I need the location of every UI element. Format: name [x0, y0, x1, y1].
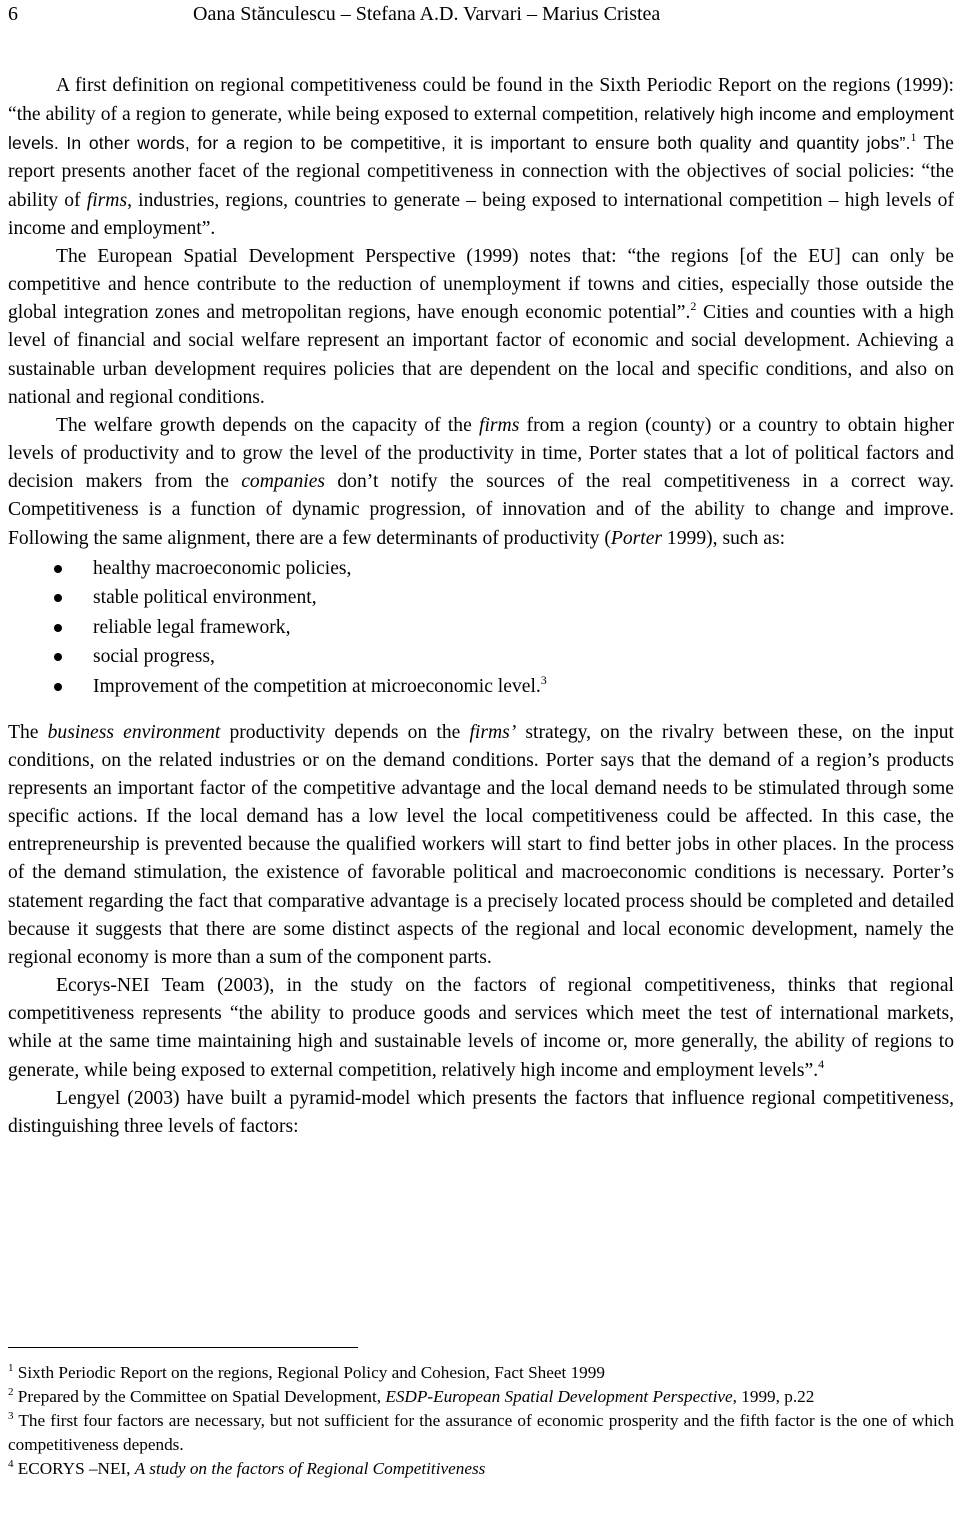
footnote-text: ECORYS –NEI, [13, 1459, 135, 1478]
footnote-1 [8, 1361, 954, 1385]
p4-text-c: strategy, on the rivalry between these, on the input conditions, on the related industries or on the demand conditions. Porter says that the demand of a region’s products represents an important factor of the competitive advantage and the local demand needs to be stimulated through some specific actions. If the local demand has a low level the local competitiveness could be affected. In this case, the entrepreneurship is prevented because the qualified workers will start to find better jobs in other places. In the process of the demand stimulation, the existence of favorable political and macroeconomic conditions is necessary. Porter’s statement regarding the fact that comparative advantage is a precisely located process should be completed and detailed because it suggests that there are some distinct aspects of the regional and local economic development, namely the regional economy is more than a sum of the component parts. [8, 721, 954, 968]
footnote-ref-1: 1 [910, 130, 917, 145]
p1-text-c: The report presents another facet of the regional competitiveness in connection with the objectives of social policies: “the ability of [8, 133, 954, 211]
p3-text-c: don’t notify the sources of the real competitiveness in a correct way. Competitiveness is a function of dynamic progression, of innovation and of the ability to change and improve. Following the same alignment, there are a few determinants of productivity ( [8, 471, 954, 549]
paragraph-5 [8, 972, 954, 1085]
footnote-ref-3: 3 [540, 673, 547, 688]
footnote-number: 1 [8, 1362, 14, 1374]
footnote-text: Sixth Periodic Report on the regions, Regional Policy and Cohesion, Fact Sheet 1999 [13, 1363, 605, 1382]
bullet-icon [54, 565, 62, 573]
paragraph-4 [8, 719, 954, 972]
footnote-number: 2 [8, 1386, 14, 1398]
paragraph-1 [8, 72, 954, 243]
p3-italic-firms: firms [479, 414, 520, 436]
paragraph-6 [8, 1085, 954, 1141]
p1-text-a: A first definition on regional competitiveness could be found in the Sixth Periodic Report on the regions (1999): “the ability of a region to generate, while being exposed to external com [8, 75, 954, 126]
list-item [8, 613, 954, 643]
p3-italic-companies: companies [241, 471, 326, 493]
bullet-icon [54, 683, 62, 691]
header-authors: Oana Stănculescu – Stefana A.D. Varvari – Marius Cristea [193, 3, 661, 25]
list-item-text: healthy macroeconomic policies, [93, 557, 352, 579]
p3-text-a: The welfare growth depends on the capacity of the [56, 414, 480, 436]
page-number: 6 [8, 3, 18, 25]
footnote-number: 4 [8, 1458, 14, 1470]
body-text [8, 72, 954, 1141]
running-header [8, 0, 954, 31]
list-item [8, 672, 954, 702]
p3-text-d: 1999), such as: [662, 527, 786, 549]
p2-text-a: The European Spatial Development Perspective (1999) notes that: “the regions [of the EU] can only be competitive and hence contribute to the reduction of unemployment if towns and cities, especially those outside the global integration zones and metropolitan regions, have enough economic potential”. [8, 245, 954, 324]
list-item-text: reliable legal framework, [93, 616, 291, 638]
footnote-4 [8, 1457, 954, 1481]
p2-text-b: Cities and counties with a high level of financial and social welfare represent an important factor of economic and social development. Achieving a sustainable urban development requires policies that are dependent on the local and specific conditions, and also on national and regional conditions. [8, 302, 954, 408]
footnote-2 [8, 1385, 954, 1409]
footnote-3 [8, 1409, 954, 1457]
p3-italic-porter: Porter [610, 527, 663, 549]
footnotes [8, 1361, 954, 1481]
page [8, 0, 954, 1141]
p4-text-b: productivity depends on the [220, 721, 470, 743]
footnote-text: , 1999, p.22 [732, 1387, 815, 1406]
footnote-text: Prepared by the Committee on Spatial Development, [13, 1387, 386, 1406]
p1-text-b: petition, relatively high income and employment levels. In other words, for a region to be competitive, it is important to ensure both quality and quantity jobs”. [8, 104, 954, 154]
list-item [8, 583, 954, 613]
paragraph-3 [8, 412, 954, 553]
p4-italic-business-environment: business environment [47, 721, 221, 743]
p4-italic-firms: firms’ [469, 721, 517, 743]
footnote-number: 3 [8, 1410, 14, 1422]
bullet-icon [54, 624, 62, 632]
footnote-ref-4: 4 [818, 1056, 825, 1071]
list-item-text: social progress, [93, 646, 215, 668]
bullet-icon [54, 594, 62, 602]
list-item-text: stable political environment, [93, 587, 317, 609]
footnote-separator [8, 1347, 358, 1348]
footnote-ref-2: 2 [690, 299, 697, 314]
list-item [8, 642, 954, 672]
paragraph-2 [8, 243, 954, 412]
footnote-italic: ESDP-European Spatial Development Perspective [385, 1387, 733, 1406]
p6-text-a: Lengyel (2003) have built a pyramid-model which presents the factors that influence regional competitiveness, distinguishing three levels of factors: [8, 1087, 954, 1137]
bullet-icon [54, 653, 62, 661]
p1-italic-firms: firms [86, 189, 128, 211]
footnote-text: The first four factors are necessary, but not sufficient for the assurance of economic prosperity and the fifth factor is the one of which competitiveness depends. [8, 1411, 954, 1454]
p4-text-a: The [8, 721, 48, 743]
footnote-italic: A study on the factors of Regional Competitiveness [134, 1459, 486, 1478]
determinants-list [8, 554, 954, 702]
p1-text-d: , industries, regions, countries to generate – being exposed to international competition – high levels of income and employment”. [8, 189, 954, 239]
p5-text-a: Ecorys-NEI Team (2003), in the study on the factors of regional competitiveness, thinks that regional competitiveness represents “the ability to produce goods and services which meet the test of international markets, while at the same time maintaining high and sustainable levels of income or, more generally, the ability of regions to generate, while being exposed to external competition, relatively high income and employment levels”. [8, 975, 954, 1081]
p3-text-b: from a region (county) or a country to obtain higher levels of productivity and to grow the level of the productivity in time, Porter states that a lot of political factors and decision makers from the [8, 414, 954, 493]
list-item-text: Improvement of the competition at microeconomic level. [93, 676, 541, 698]
list-item [8, 554, 954, 584]
